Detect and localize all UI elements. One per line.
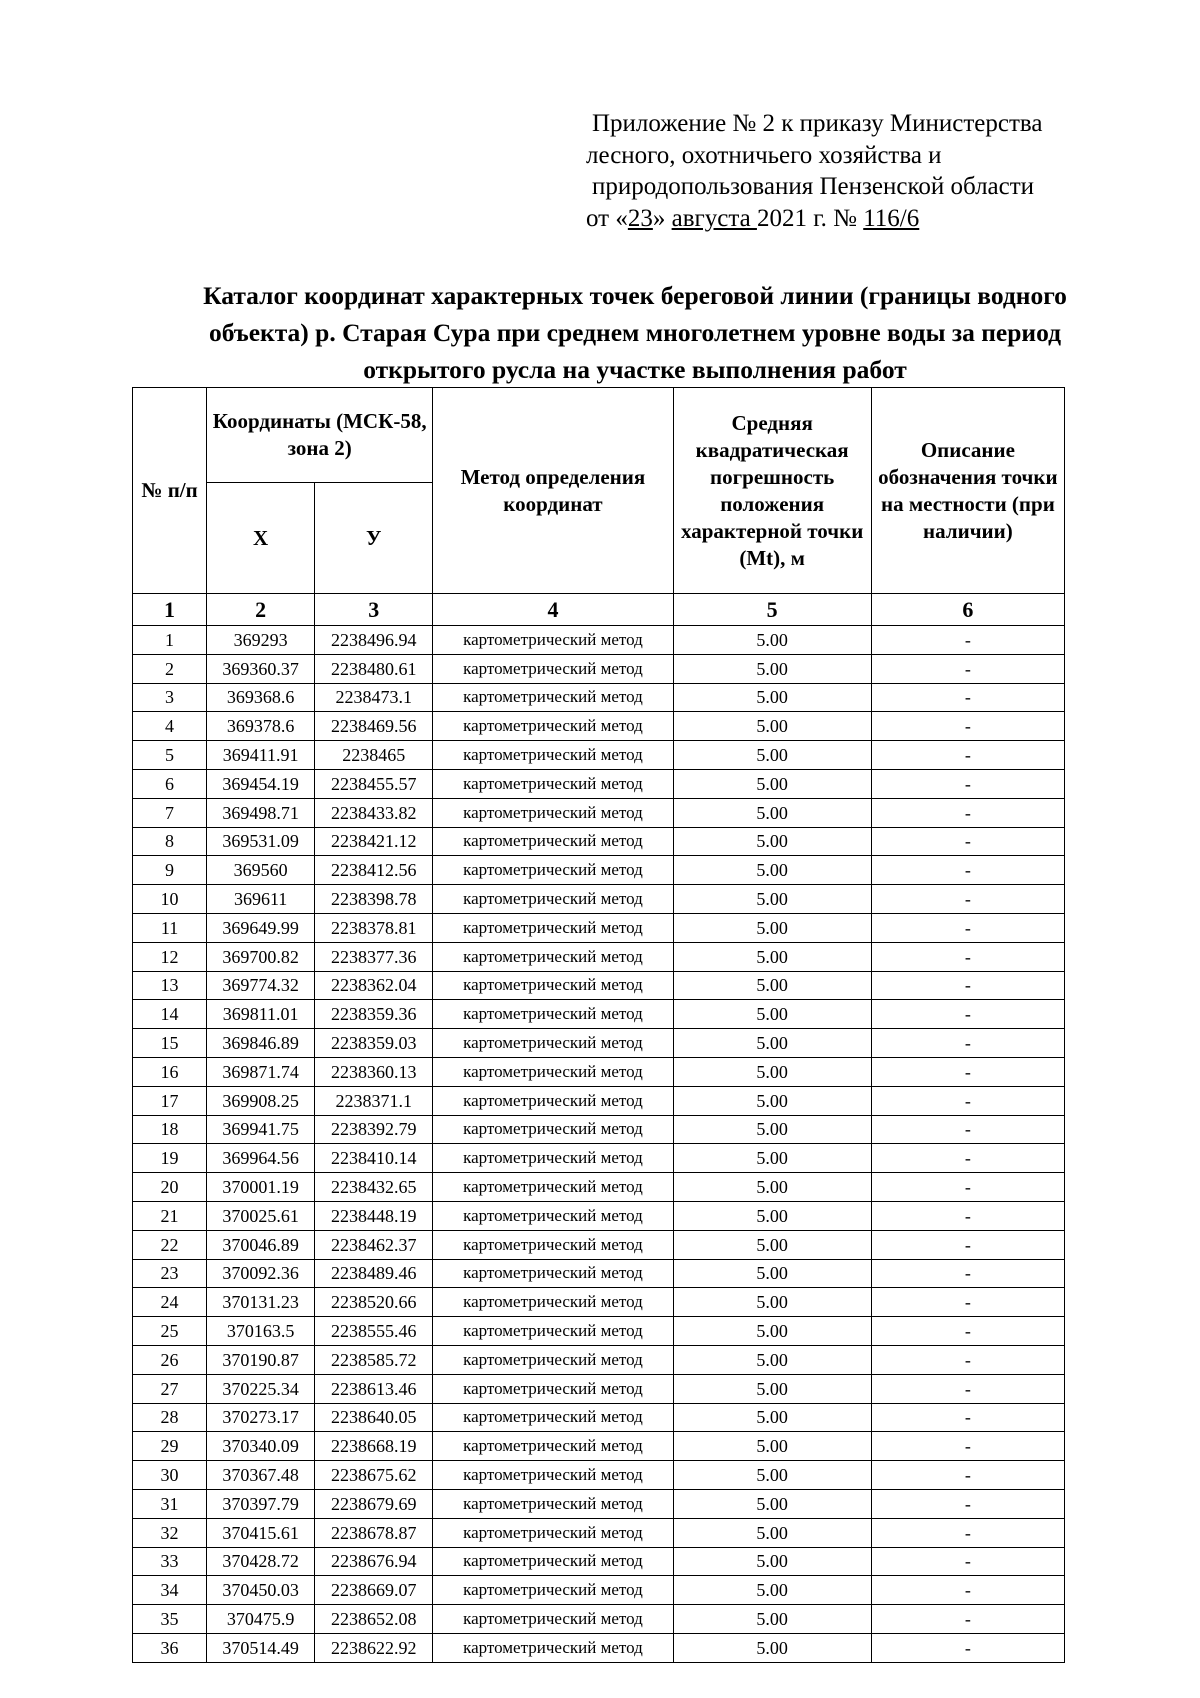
method: картометрический метод bbox=[433, 1403, 673, 1432]
coord-x: 369378.6 bbox=[207, 712, 315, 741]
coord-x: 369871.74 bbox=[207, 1057, 315, 1086]
method: картометрический метод bbox=[433, 1345, 673, 1374]
description: - bbox=[871, 769, 1064, 798]
table-body bbox=[133, 626, 1065, 1663]
coord-x: 369498.71 bbox=[207, 798, 315, 827]
row-number: 7 bbox=[133, 798, 207, 827]
description: - bbox=[871, 1086, 1064, 1115]
error-value: 5.00 bbox=[673, 654, 871, 683]
row-number: 25 bbox=[133, 1317, 207, 1346]
description: - bbox=[871, 712, 1064, 741]
header-method: Метод определения координат bbox=[433, 388, 673, 594]
row-number: 3 bbox=[133, 683, 207, 712]
coord-x: 370475.9 bbox=[207, 1605, 315, 1634]
coord-x: 370190.87 bbox=[207, 1345, 315, 1374]
coord-y: 2238362.04 bbox=[315, 971, 433, 1000]
error-value: 5.00 bbox=[673, 1115, 871, 1144]
appendix-date-line bbox=[586, 203, 1146, 235]
description: - bbox=[871, 798, 1064, 827]
method: картометрический метод bbox=[433, 712, 673, 741]
coord-y: 2238678.87 bbox=[315, 1518, 433, 1547]
error-value: 5.00 bbox=[673, 827, 871, 856]
method: картометрический метод bbox=[433, 683, 673, 712]
appendix-header bbox=[586, 108, 1146, 234]
description: - bbox=[871, 683, 1064, 712]
description: - bbox=[871, 827, 1064, 856]
error-value: 5.00 bbox=[673, 769, 871, 798]
coordinates-table bbox=[132, 387, 1065, 1663]
header-error: Средняя квадратическая погрешность положения характерной точки (Mt), м bbox=[673, 388, 871, 594]
error-value: 5.00 bbox=[673, 1201, 871, 1230]
row-number: 33 bbox=[133, 1547, 207, 1576]
table-row bbox=[133, 856, 1065, 885]
error-value: 5.00 bbox=[673, 1345, 871, 1374]
table-row bbox=[133, 1461, 1065, 1490]
error-value: 5.00 bbox=[673, 942, 871, 971]
coord-y: 2238359.36 bbox=[315, 1000, 433, 1029]
coord-y: 2238676.94 bbox=[315, 1547, 433, 1576]
description: - bbox=[871, 942, 1064, 971]
table-row bbox=[133, 626, 1065, 655]
row-number: 10 bbox=[133, 885, 207, 914]
row-number: 20 bbox=[133, 1173, 207, 1202]
table-row bbox=[133, 1345, 1065, 1374]
coord-y: 2238480.61 bbox=[315, 654, 433, 683]
coord-y: 2238585.72 bbox=[315, 1345, 433, 1374]
table-row bbox=[133, 683, 1065, 712]
column-number: 1 bbox=[133, 594, 207, 626]
description: - bbox=[871, 626, 1064, 655]
coord-y: 2238679.69 bbox=[315, 1489, 433, 1518]
order-year: 2021 г. № bbox=[756, 204, 864, 232]
method: картометрический метод bbox=[433, 1057, 673, 1086]
coord-x: 370428.72 bbox=[207, 1547, 315, 1576]
description: - bbox=[871, 1288, 1064, 1317]
table-row bbox=[133, 971, 1065, 1000]
error-value: 5.00 bbox=[673, 913, 871, 942]
coord-x: 370450.03 bbox=[207, 1576, 315, 1605]
row-number: 16 bbox=[133, 1057, 207, 1086]
method: картометрический метод bbox=[433, 1173, 673, 1202]
coord-y: 2238640.05 bbox=[315, 1403, 433, 1432]
header-num: № п/п bbox=[133, 388, 207, 594]
method: картометрический метод bbox=[433, 1201, 673, 1230]
table-row bbox=[133, 654, 1065, 683]
table-row bbox=[133, 885, 1065, 914]
coord-x: 370025.61 bbox=[207, 1201, 315, 1230]
method: картометрический метод bbox=[433, 1029, 673, 1058]
error-value: 5.00 bbox=[673, 856, 871, 885]
table-row bbox=[133, 1115, 1065, 1144]
error-value: 5.00 bbox=[673, 626, 871, 655]
error-value: 5.00 bbox=[673, 1547, 871, 1576]
column-number: 4 bbox=[433, 594, 673, 626]
table-row bbox=[133, 913, 1065, 942]
error-value: 5.00 bbox=[673, 1259, 871, 1288]
error-value: 5.00 bbox=[673, 1057, 871, 1086]
table-row bbox=[133, 942, 1065, 971]
row-number: 15 bbox=[133, 1029, 207, 1058]
description: - bbox=[871, 1201, 1064, 1230]
table-row bbox=[133, 1403, 1065, 1432]
method: картометрический метод bbox=[433, 1288, 673, 1317]
row-number: 30 bbox=[133, 1461, 207, 1490]
coord-x: 369368.6 bbox=[207, 683, 315, 712]
coord-x: 370001.19 bbox=[207, 1173, 315, 1202]
row-number: 32 bbox=[133, 1518, 207, 1547]
coord-x: 369846.89 bbox=[207, 1029, 315, 1058]
description: - bbox=[871, 1518, 1064, 1547]
column-number: 3 bbox=[315, 594, 433, 626]
coord-y: 2238496.94 bbox=[315, 626, 433, 655]
column-number: 5 bbox=[673, 594, 871, 626]
coord-x: 369411.91 bbox=[207, 741, 315, 770]
description: - bbox=[871, 1547, 1064, 1576]
header-x: Х bbox=[207, 483, 315, 594]
error-value: 5.00 bbox=[673, 712, 871, 741]
description: - bbox=[871, 1576, 1064, 1605]
description: - bbox=[871, 654, 1064, 683]
coord-x: 369774.32 bbox=[207, 971, 315, 1000]
coord-x: 369941.75 bbox=[207, 1115, 315, 1144]
coord-x: 370225.34 bbox=[207, 1374, 315, 1403]
coord-x: 369611 bbox=[207, 885, 315, 914]
order-day: 23 bbox=[627, 204, 653, 232]
document-title: Каталог координат характерных точек береговой линии (границы водного объекта) р. Старая Сура при среднем многолетнем уровне воды за период открытого русла на участке выполнения работ bbox=[203, 281, 1067, 384]
coord-y: 2238489.46 bbox=[315, 1259, 433, 1288]
coord-y: 2238669.07 bbox=[315, 1576, 433, 1605]
row-number: 11 bbox=[133, 913, 207, 942]
description: - bbox=[871, 1489, 1064, 1518]
method: картометрический метод bbox=[433, 1605, 673, 1634]
coord-y: 2238448.19 bbox=[315, 1201, 433, 1230]
coord-y: 2238360.13 bbox=[315, 1057, 433, 1086]
description: - bbox=[871, 1259, 1064, 1288]
method: картометрический метод bbox=[433, 942, 673, 971]
table-row bbox=[133, 741, 1065, 770]
description: - bbox=[871, 1144, 1064, 1173]
table-row bbox=[133, 1317, 1065, 1346]
coord-x: 370397.79 bbox=[207, 1489, 315, 1518]
method: картометрический метод bbox=[433, 798, 673, 827]
description: - bbox=[871, 971, 1064, 1000]
description: - bbox=[871, 1000, 1064, 1029]
method: картометрический метод bbox=[433, 1432, 673, 1461]
table-row bbox=[133, 1374, 1065, 1403]
row-number: 14 bbox=[133, 1000, 207, 1029]
coord-y: 2238462.37 bbox=[315, 1230, 433, 1259]
table-row bbox=[133, 1000, 1065, 1029]
method: картометрический метод bbox=[433, 1144, 673, 1173]
coord-y: 2238410.14 bbox=[315, 1144, 433, 1173]
coord-y: 2238652.08 bbox=[315, 1605, 433, 1634]
coord-y: 2238555.46 bbox=[315, 1317, 433, 1346]
coord-y: 2238433.82 bbox=[315, 798, 433, 827]
row-number: 36 bbox=[133, 1633, 207, 1662]
table-row bbox=[133, 1259, 1065, 1288]
coord-y: 2238378.81 bbox=[315, 913, 433, 942]
error-value: 5.00 bbox=[673, 1461, 871, 1490]
row-number: 29 bbox=[133, 1432, 207, 1461]
coord-x: 370131.23 bbox=[207, 1288, 315, 1317]
description: - bbox=[871, 1115, 1064, 1144]
column-number: 2 bbox=[207, 594, 315, 626]
description: - bbox=[871, 1230, 1064, 1259]
table-row bbox=[133, 1057, 1065, 1086]
method: картометрический метод bbox=[433, 1518, 673, 1547]
coord-x: 369649.99 bbox=[207, 913, 315, 942]
coord-x: 370046.89 bbox=[207, 1230, 315, 1259]
description: - bbox=[871, 1432, 1064, 1461]
method: картометрический метод bbox=[433, 1115, 673, 1144]
row-number: 35 bbox=[133, 1605, 207, 1634]
table-row bbox=[133, 1201, 1065, 1230]
coord-x: 369811.01 bbox=[207, 1000, 315, 1029]
coord-y: 2238613.46 bbox=[315, 1374, 433, 1403]
description: - bbox=[871, 1029, 1064, 1058]
table-row bbox=[133, 1547, 1065, 1576]
row-number: 5 bbox=[133, 741, 207, 770]
description: - bbox=[871, 1374, 1064, 1403]
row-number: 2 bbox=[133, 654, 207, 683]
row-number: 9 bbox=[133, 856, 207, 885]
method: картометрический метод bbox=[433, 769, 673, 798]
row-number: 12 bbox=[133, 942, 207, 971]
header-y: У bbox=[315, 483, 433, 594]
description: - bbox=[871, 1173, 1064, 1202]
method: картометрический метод bbox=[433, 1230, 673, 1259]
error-value: 5.00 bbox=[673, 798, 871, 827]
coord-y: 2238432.65 bbox=[315, 1173, 433, 1202]
table-row bbox=[133, 1605, 1065, 1634]
error-value: 5.00 bbox=[673, 1173, 871, 1202]
error-value: 5.00 bbox=[673, 885, 871, 914]
coord-x: 370367.48 bbox=[207, 1461, 315, 1490]
table-row bbox=[133, 1432, 1065, 1461]
error-value: 5.00 bbox=[673, 741, 871, 770]
date-prefix: от « bbox=[586, 204, 628, 232]
row-number: 4 bbox=[133, 712, 207, 741]
table-row bbox=[133, 798, 1065, 827]
error-value: 5.00 bbox=[673, 1230, 871, 1259]
coord-x: 369360.37 bbox=[207, 654, 315, 683]
method: картометрический метод bbox=[433, 1317, 673, 1346]
row-number: 27 bbox=[133, 1374, 207, 1403]
error-value: 5.00 bbox=[673, 1000, 871, 1029]
table-row bbox=[133, 1230, 1065, 1259]
appendix-line-3: природопользования Пензенской области bbox=[592, 173, 1035, 200]
description: - bbox=[871, 1461, 1064, 1490]
error-value: 5.00 bbox=[673, 971, 871, 1000]
error-value: 5.00 bbox=[673, 1288, 871, 1317]
error-value: 5.00 bbox=[673, 1489, 871, 1518]
coord-y: 2238622.92 bbox=[315, 1633, 433, 1662]
table-row bbox=[133, 1173, 1065, 1202]
coord-y: 2238675.62 bbox=[315, 1461, 433, 1490]
coord-y: 2238520.66 bbox=[315, 1288, 433, 1317]
method: картометрический метод bbox=[433, 827, 673, 856]
description: - bbox=[871, 913, 1064, 942]
header-description: Описание обозначения точки на местности (при наличии) bbox=[871, 388, 1064, 594]
method: картометрический метод bbox=[433, 654, 673, 683]
coord-y: 2238392.79 bbox=[315, 1115, 433, 1144]
appendix-line-2: лесного, охотничьего хозяйства и bbox=[586, 141, 942, 169]
description: - bbox=[871, 856, 1064, 885]
method: картометрический метод bbox=[433, 1633, 673, 1662]
method: картометрический метод bbox=[433, 1374, 673, 1403]
coord-x: 369454.19 bbox=[207, 769, 315, 798]
description: - bbox=[871, 1633, 1064, 1662]
table-row bbox=[133, 827, 1065, 856]
coord-y: 2238398.78 bbox=[315, 885, 433, 914]
method: картометрический метод bbox=[433, 971, 673, 1000]
error-value: 5.00 bbox=[673, 683, 871, 712]
coord-y: 2238421.12 bbox=[315, 827, 433, 856]
error-value: 5.00 bbox=[673, 1403, 871, 1432]
error-value: 5.00 bbox=[673, 1432, 871, 1461]
column-number: 6 bbox=[871, 594, 1064, 626]
order-number: 116/6 bbox=[863, 204, 920, 232]
error-value: 5.00 bbox=[673, 1144, 871, 1173]
method: картометрический метод bbox=[433, 885, 673, 914]
method: картометрический метод bbox=[433, 1086, 673, 1115]
coord-x: 370273.17 bbox=[207, 1403, 315, 1432]
description: - bbox=[871, 741, 1064, 770]
coord-x: 370092.36 bbox=[207, 1259, 315, 1288]
table-row bbox=[133, 1576, 1065, 1605]
order-month: августа bbox=[671, 204, 757, 232]
error-value: 5.00 bbox=[673, 1317, 871, 1346]
coord-x: 370340.09 bbox=[207, 1432, 315, 1461]
row-number: 1 bbox=[133, 626, 207, 655]
error-value: 5.00 bbox=[673, 1576, 871, 1605]
coord-x: 369293 bbox=[207, 626, 315, 655]
error-value: 5.00 bbox=[673, 1029, 871, 1058]
row-number: 13 bbox=[133, 971, 207, 1000]
description: - bbox=[871, 885, 1064, 914]
coord-y: 2238469.56 bbox=[315, 712, 433, 741]
description: - bbox=[871, 1057, 1064, 1086]
method: картометрический метод bbox=[433, 1576, 673, 1605]
method: картометрический метод bbox=[433, 1489, 673, 1518]
error-value: 5.00 bbox=[673, 1374, 871, 1403]
description: - bbox=[871, 1345, 1064, 1374]
column-numbers-row bbox=[133, 594, 1065, 626]
appendix-line-1: Приложение № 2 к приказу Министерства bbox=[592, 110, 1043, 137]
row-number: 34 bbox=[133, 1576, 207, 1605]
coord-y: 2238473.1 bbox=[315, 683, 433, 712]
method: картометрический метод bbox=[433, 1461, 673, 1490]
row-number: 22 bbox=[133, 1230, 207, 1259]
method: картометрический метод bbox=[433, 856, 673, 885]
method: картометрический метод bbox=[433, 1547, 673, 1576]
coord-x: 369531.09 bbox=[207, 827, 315, 856]
coord-x: 370163.5 bbox=[207, 1317, 315, 1346]
error-value: 5.00 bbox=[673, 1086, 871, 1115]
method: картометрический метод bbox=[433, 741, 673, 770]
method: картометрический метод bbox=[433, 913, 673, 942]
method: картометрический метод bbox=[433, 626, 673, 655]
month-separator: » bbox=[652, 204, 672, 232]
coord-y: 2238455.57 bbox=[315, 769, 433, 798]
description: - bbox=[871, 1605, 1064, 1634]
coord-y: 2238359.03 bbox=[315, 1029, 433, 1058]
table-row bbox=[133, 712, 1065, 741]
table-row bbox=[133, 1288, 1065, 1317]
table-row bbox=[133, 769, 1065, 798]
error-value: 5.00 bbox=[673, 1605, 871, 1634]
row-number: 17 bbox=[133, 1086, 207, 1115]
table-row bbox=[133, 1144, 1065, 1173]
method: картометрический метод bbox=[433, 1259, 673, 1288]
coord-x: 369964.56 bbox=[207, 1144, 315, 1173]
table-row bbox=[133, 1633, 1065, 1662]
method: картометрический метод bbox=[433, 1000, 673, 1029]
row-number: 18 bbox=[133, 1115, 207, 1144]
row-number: 8 bbox=[133, 827, 207, 856]
coord-y: 2238377.36 bbox=[315, 942, 433, 971]
row-number: 31 bbox=[133, 1489, 207, 1518]
row-number: 24 bbox=[133, 1288, 207, 1317]
row-number: 28 bbox=[133, 1403, 207, 1432]
row-number: 21 bbox=[133, 1201, 207, 1230]
coord-y: 2238465 bbox=[315, 741, 433, 770]
error-value: 5.00 bbox=[673, 1633, 871, 1662]
table-row bbox=[133, 1029, 1065, 1058]
coord-x: 370415.61 bbox=[207, 1518, 315, 1547]
row-number: 19 bbox=[133, 1144, 207, 1173]
coord-y: 2238371.1 bbox=[315, 1086, 433, 1115]
row-number: 23 bbox=[133, 1259, 207, 1288]
coord-y: 2238412.56 bbox=[315, 856, 433, 885]
description: - bbox=[871, 1403, 1064, 1432]
coord-x: 369700.82 bbox=[207, 942, 315, 971]
table-row bbox=[133, 1489, 1065, 1518]
description: - bbox=[871, 1317, 1064, 1346]
coord-x: 370514.49 bbox=[207, 1633, 315, 1662]
error-value: 5.00 bbox=[673, 1518, 871, 1547]
coord-y: 2238668.19 bbox=[315, 1432, 433, 1461]
row-number: 26 bbox=[133, 1345, 207, 1374]
row-number: 6 bbox=[133, 769, 207, 798]
table-row bbox=[133, 1518, 1065, 1547]
coord-x: 369908.25 bbox=[207, 1086, 315, 1115]
header-coordinates: Координаты (МСК-58, зона 2) bbox=[207, 388, 433, 483]
coord-x: 369560 bbox=[207, 856, 315, 885]
table-row bbox=[133, 1086, 1065, 1115]
